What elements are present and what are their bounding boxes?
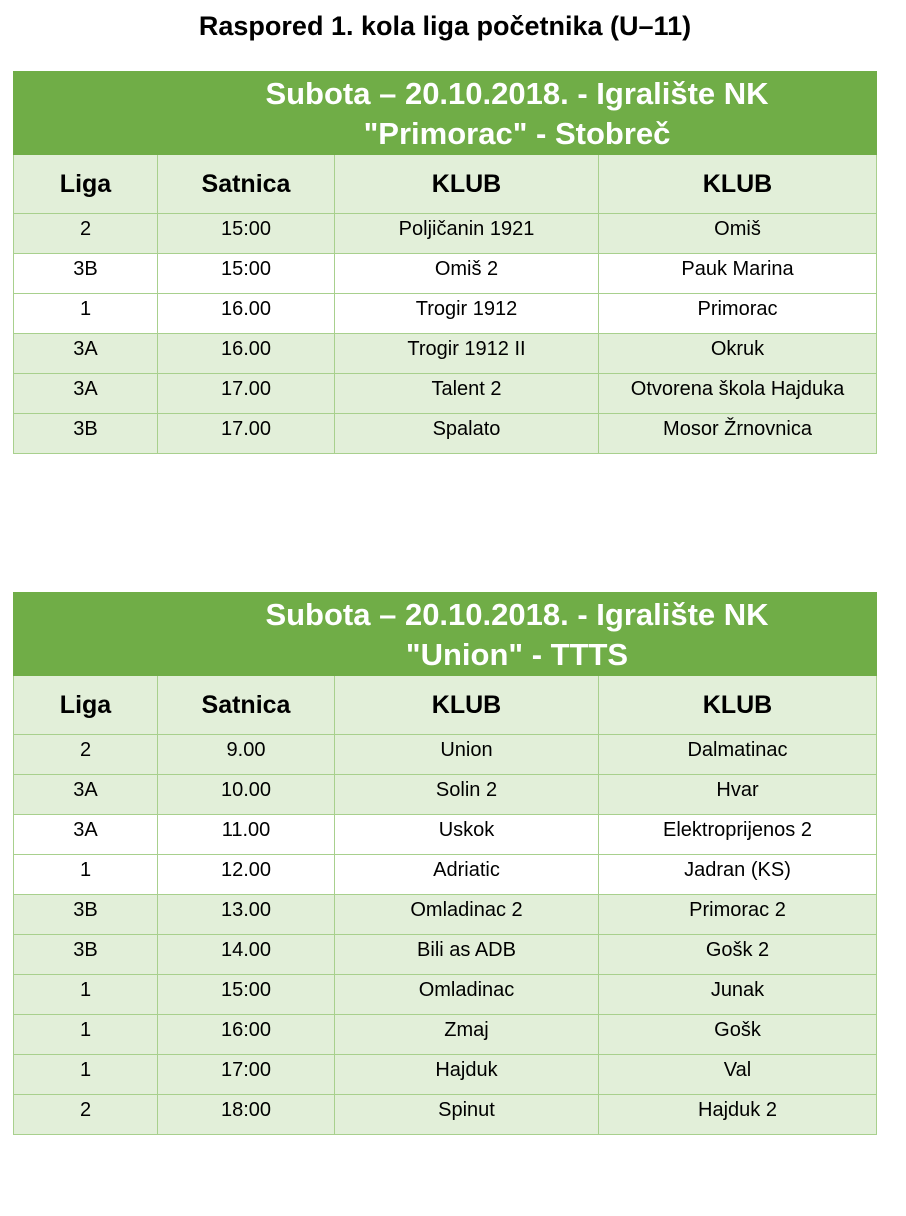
home-club-cell: Adriatic [335, 855, 599, 895]
time-cell: 18:00 [158, 1095, 335, 1135]
venue-header [14, 593, 877, 676]
time-cell: 17:00 [158, 1055, 335, 1095]
away-club-cell: Primorac 2 [599, 895, 877, 935]
schedule-table-primorac [13, 71, 877, 454]
liga-cell: 3B [14, 895, 158, 935]
time-cell: 15:00 [158, 214, 335, 254]
table-row [14, 374, 877, 414]
liga-cell: 3A [14, 815, 158, 855]
venue-title: Subota – 20.10.2018. - Igralište NK "Primorac" - Stobreč [265, 76, 769, 151]
away-club-cell: Gošk 2 [599, 935, 877, 975]
time-cell: 10.00 [158, 775, 335, 815]
table-row [14, 855, 877, 895]
liga-cell: 2 [14, 735, 158, 775]
away-club-cell: Otvorena škola Hajduka [599, 374, 877, 414]
table-row [14, 214, 877, 254]
liga-cell: 3A [14, 334, 158, 374]
liga-cell: 2 [14, 214, 158, 254]
time-cell: 13.00 [158, 895, 335, 935]
home-club-cell: Uskok [335, 815, 599, 855]
time-cell: 9.00 [158, 735, 335, 775]
away-club-cell: Mosor Žrnovnica [599, 414, 877, 454]
column-header-klub-away: KLUB [599, 155, 877, 214]
time-cell: 17.00 [158, 374, 335, 414]
time-cell: 15:00 [158, 975, 335, 1015]
table-row [14, 775, 877, 815]
away-club-cell: Pauk Marina [599, 254, 877, 294]
table-row [14, 895, 877, 935]
time-cell: 17.00 [158, 414, 335, 454]
home-club-cell: Solin 2 [335, 775, 599, 815]
home-club-cell: Hajduk [335, 1055, 599, 1095]
home-club-cell: Trogir 1912 [335, 294, 599, 334]
table-row [14, 254, 877, 294]
home-club-cell: Omladinac [335, 975, 599, 1015]
home-club-cell: Zmaj [335, 1015, 599, 1055]
liga-cell: 2 [14, 1095, 158, 1135]
table-row [14, 294, 877, 334]
home-club-cell: Spinut [335, 1095, 599, 1135]
home-club-cell: Omladinac 2 [335, 895, 599, 935]
table-row [14, 815, 877, 855]
time-cell: 12.00 [158, 855, 335, 895]
time-cell: 16:00 [158, 1015, 335, 1055]
time-cell: 11.00 [158, 815, 335, 855]
away-club-cell: Elektroprijenos 2 [599, 815, 877, 855]
away-club-cell: Jadran (KS) [599, 855, 877, 895]
liga-cell: 3A [14, 775, 158, 815]
table-row [14, 414, 877, 454]
venue-title: Subota – 20.10.2018. - Igralište NK "Union" - TTTS [265, 597, 769, 672]
venue-header [14, 72, 877, 155]
table-row [14, 334, 877, 374]
liga-cell: 1 [14, 1015, 158, 1055]
liga-cell: 3B [14, 254, 158, 294]
home-club-cell: Union [335, 735, 599, 775]
away-club-cell: Dalmatinac [599, 735, 877, 775]
column-header-liga: Liga [14, 155, 158, 214]
liga-cell: 3A [14, 374, 158, 414]
column-header-liga: Liga [14, 676, 158, 735]
time-cell: 16.00 [158, 294, 335, 334]
column-header-klub-home: KLUB [335, 155, 599, 214]
away-club-cell: Omiš [599, 214, 877, 254]
away-club-cell: Val [599, 1055, 877, 1095]
liga-cell: 1 [14, 975, 158, 1015]
liga-cell: 1 [14, 855, 158, 895]
table-row [14, 975, 877, 1015]
column-header-klub-home: KLUB [335, 676, 599, 735]
home-club-cell: Spalato [335, 414, 599, 454]
time-cell: 16.00 [158, 334, 335, 374]
column-header-satnica: Satnica [158, 155, 335, 214]
home-club-cell: Poljičanin 1921 [335, 214, 599, 254]
home-club-cell: Trogir 1912 II [335, 334, 599, 374]
liga-cell: 3B [14, 935, 158, 975]
liga-cell: 1 [14, 1055, 158, 1095]
liga-cell: 1 [14, 294, 158, 334]
home-club-cell: Bili as ADB [335, 935, 599, 975]
table-row [14, 1055, 877, 1095]
away-club-cell: Gošk [599, 1015, 877, 1055]
column-header-klub-away: KLUB [599, 676, 877, 735]
table-row [14, 1015, 877, 1055]
table-row [14, 1095, 877, 1135]
away-club-cell: Hvar [599, 775, 877, 815]
away-club-cell: Junak [599, 975, 877, 1015]
table-row [14, 735, 877, 775]
time-cell: 14.00 [158, 935, 335, 975]
table-row [14, 935, 877, 975]
document-title: Raspored 1. kola liga početnika (U–11) [198, 11, 692, 41]
home-club-cell: Talent 2 [335, 374, 599, 414]
away-club-cell: Hajduk 2 [599, 1095, 877, 1135]
liga-cell: 3B [14, 414, 158, 454]
column-header-satnica: Satnica [158, 676, 335, 735]
home-club-cell: Omiš 2 [335, 254, 599, 294]
away-club-cell: Okruk [599, 334, 877, 374]
away-club-cell: Primorac [599, 294, 877, 334]
time-cell: 15:00 [158, 254, 335, 294]
schedule-table-union [13, 592, 877, 1135]
